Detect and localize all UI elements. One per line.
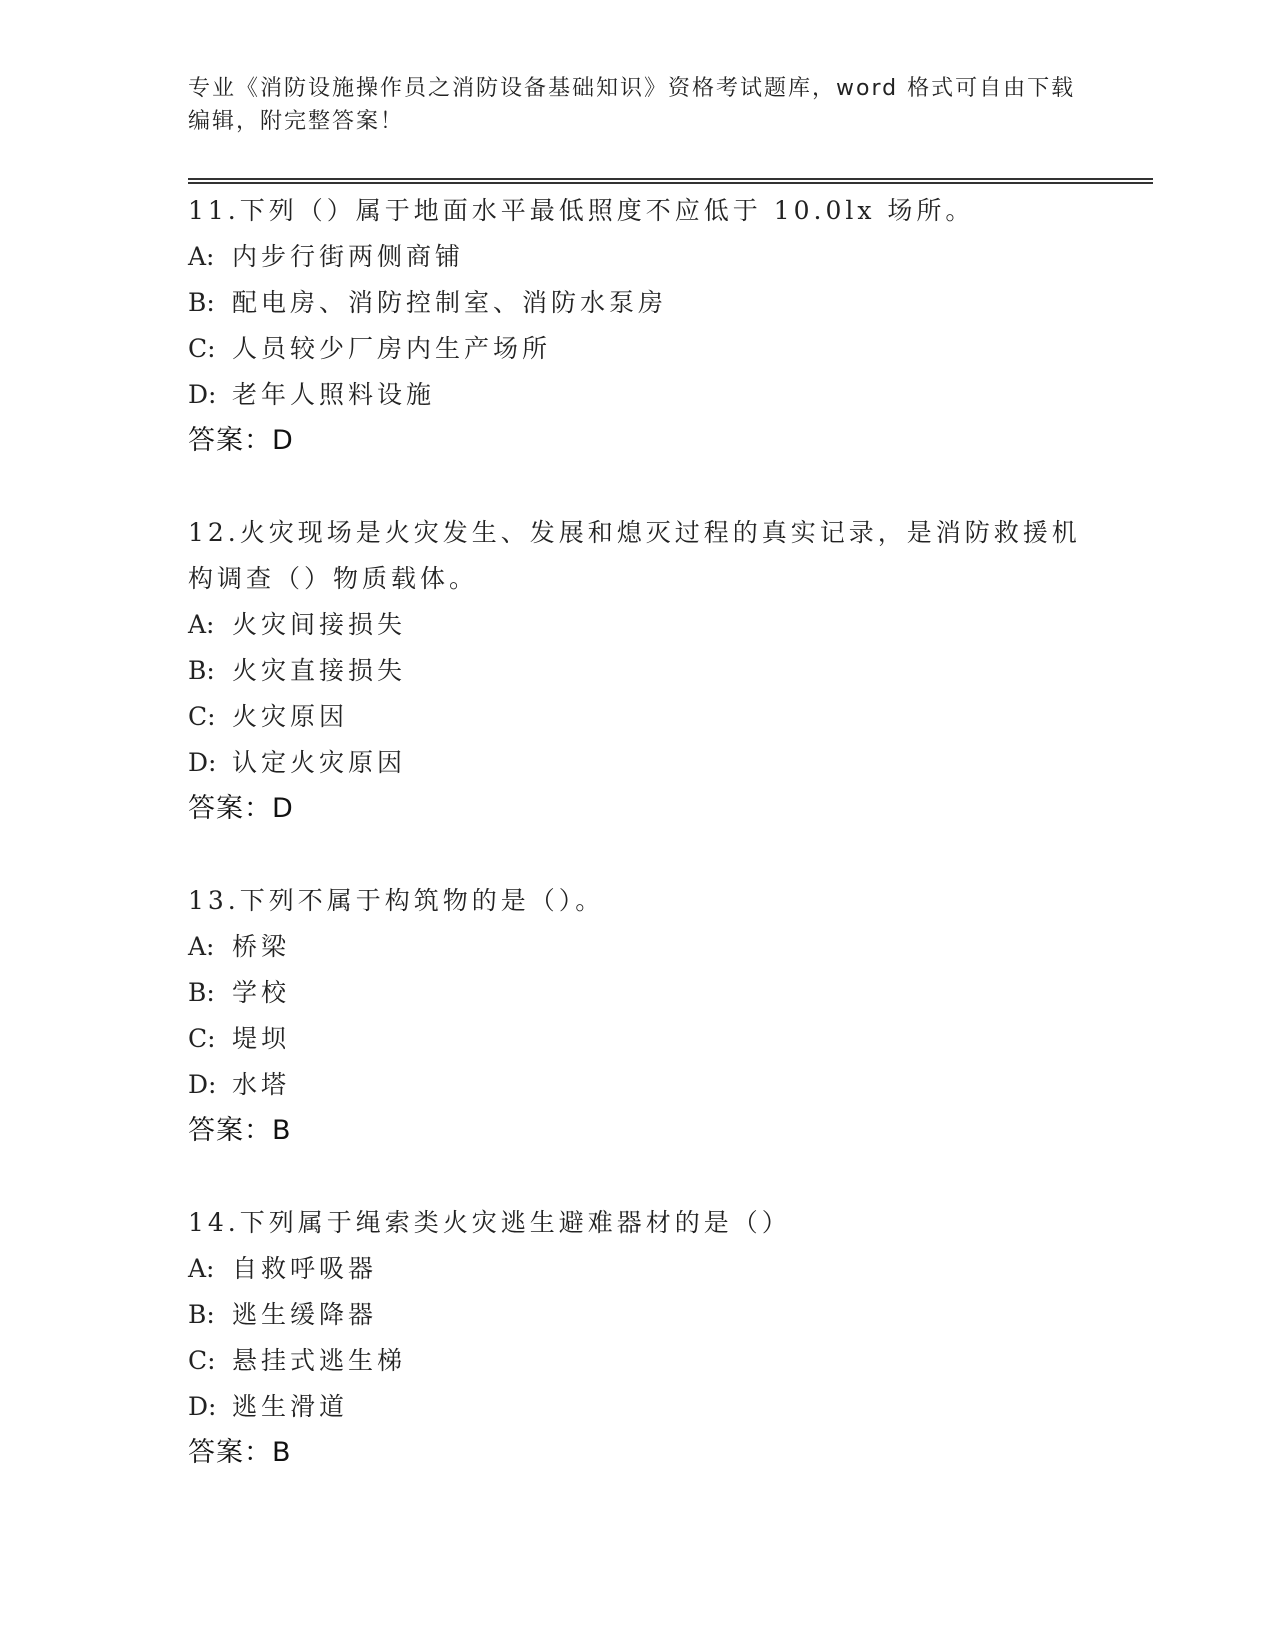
option-c [188,326,1088,372]
option-text: 配电房、消防控制室、消防水泵房 [232,288,668,317]
option-a [188,234,1088,280]
option-key: B: [188,978,215,1007]
question-13 [188,878,1088,1154]
option-key: D: [188,380,217,409]
question-stem: 14.下列属于绳索类火灾逃生避难器材的是（） [188,1208,791,1237]
question-list [188,188,1088,1522]
option-a [188,924,1088,970]
answer-line: 答案：B [188,1437,292,1468]
option-key: D: [188,1392,217,1421]
question-14 [188,1200,1088,1476]
option-text: 桥梁 [232,932,291,961]
option-text: 人员较少厂房内生产场所 [232,334,552,363]
option-text: 火灾原因 [232,702,349,731]
option-d [188,372,1088,418]
option-a [188,1246,1088,1292]
option-d [188,1062,1088,1108]
option-key: B: [188,1300,215,1329]
header-note: 专业《消防设施操作员之消防设备基础知识》资格考试题库，word 格式可自由下载编辑，附完整答案！ [188,76,1076,134]
option-text: 火灾直接损失 [232,656,407,685]
option-text: 学校 [232,978,291,1007]
option-key: D: [188,748,217,777]
option-text: 水塔 [232,1070,291,1099]
option-b [188,1292,1088,1338]
option-text: 悬挂式逃生梯 [232,1346,407,1375]
option-key: A: [188,610,215,639]
answer-line: 答案：D [188,425,294,456]
option-d [188,1384,1088,1430]
option-text: 逃生缓降器 [232,1300,378,1329]
option-key: C: [188,334,216,363]
option-key: A: [188,242,215,271]
answer-line: 答案：B [188,1115,292,1146]
option-text: 认定火灾原因 [232,748,407,777]
question-stem: 13.下列不属于构筑物的是（）。 [188,886,605,915]
option-b [188,970,1088,1016]
option-key: B: [188,288,215,317]
option-text: 堤坝 [232,1024,291,1053]
question-12 [188,510,1088,832]
option-text: 逃生滑道 [232,1392,349,1421]
option-key: C: [188,702,216,731]
header-rule-top [188,178,1153,180]
option-a [188,602,1088,648]
header-rule-bottom [188,182,1153,184]
question-stem: 11.下列（）属于地面水平最低照度不应低于 10.0lx 场所。 [188,196,975,225]
option-key: C: [188,1346,216,1375]
option-b [188,648,1088,694]
option-text: 火灾间接损失 [232,610,407,639]
option-key: C: [188,1024,216,1053]
option-b [188,280,1088,326]
option-key: B: [188,656,215,685]
option-key: A: [188,1254,215,1283]
option-key: D: [188,1070,217,1099]
option-text: 老年人照料设施 [232,380,436,409]
option-c [188,694,1088,740]
option-text: 自救呼吸器 [232,1254,378,1283]
option-text: 内步行街两侧商铺 [232,242,465,271]
option-c [188,1016,1088,1062]
option-d [188,740,1088,786]
option-c [188,1338,1088,1384]
answer-line: 答案：D [188,793,294,824]
question-stem: 12.火灾现场是火灾发生、发展和熄灭过程的真实记录，是消防救援机构调查（）物质载体。 [188,518,1081,593]
option-key: A: [188,932,215,961]
question-11 [188,188,1088,464]
